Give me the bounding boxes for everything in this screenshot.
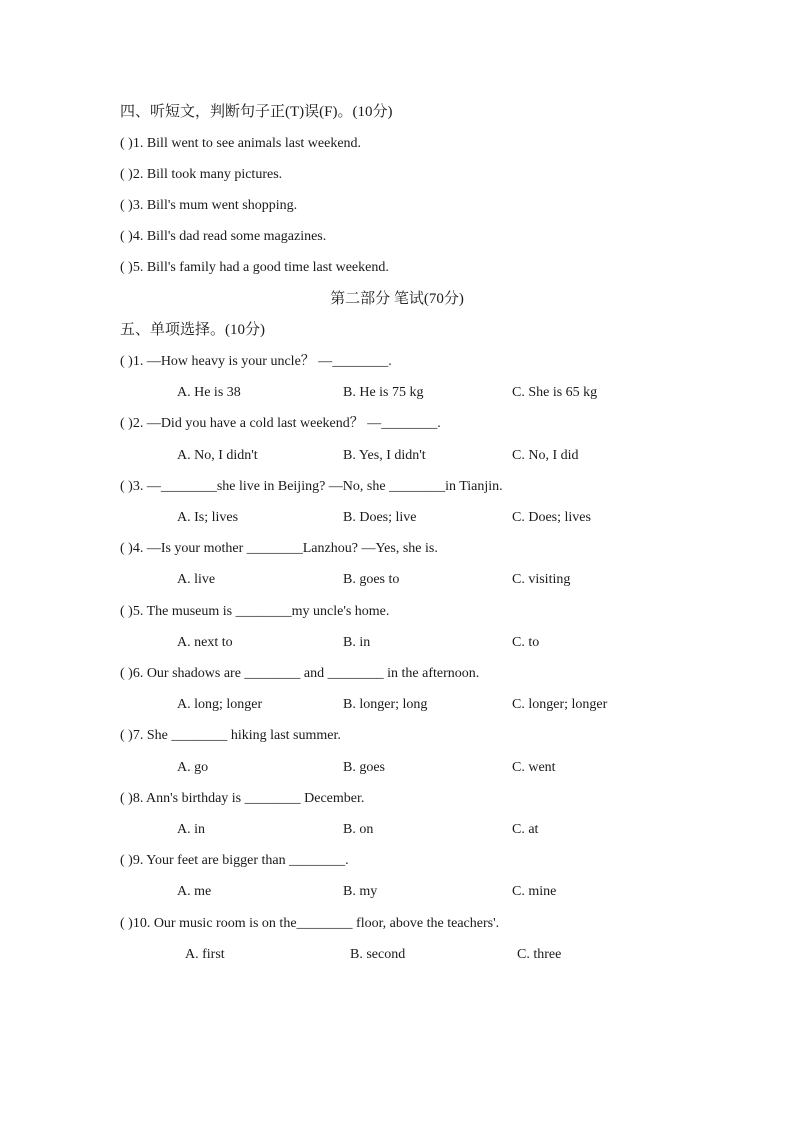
question-5: ( )5. The museum is ________my uncle's home. bbox=[120, 604, 390, 619]
question-2: ( )2. —Did you have a cold last weekend？ —________. bbox=[120, 416, 441, 431]
option-b: B. my bbox=[343, 884, 378, 899]
option-a: A. first bbox=[185, 947, 225, 962]
option-b: B. Yes, I didn't bbox=[343, 448, 426, 463]
option-a: A. in bbox=[177, 822, 205, 837]
option-c: C. No, I did bbox=[512, 448, 579, 463]
option-c: C. She is 65 kg bbox=[512, 385, 598, 400]
option-b: B. on bbox=[343, 822, 374, 837]
tf-item-1: ( )1. Bill went to see animals last weekend. bbox=[120, 136, 362, 151]
option-b: B. goes bbox=[343, 760, 385, 775]
question-10: ( )10. Our music room is on the________ floor, above the teachers'. bbox=[120, 916, 500, 931]
option-a: A. Is; lives bbox=[177, 510, 239, 525]
option-b: B. second bbox=[350, 947, 406, 962]
question-4: ( )4. —Is your mother ________Lanzhou? —Yes, she is. bbox=[120, 541, 438, 556]
tf-item-4: ( )4. Bill's dad read some magazines. bbox=[120, 229, 327, 244]
option-a: A. me bbox=[177, 884, 212, 899]
part-2-title: 第二部分 笔试(70分) bbox=[330, 291, 464, 307]
option-a: A. long; longer bbox=[177, 697, 263, 712]
option-a: A. No, I didn't bbox=[177, 448, 258, 463]
option-c: C. at bbox=[512, 822, 539, 837]
section-4-title: 四、听短文，判断句子正(T)误(F)。(10分) bbox=[120, 104, 393, 120]
option-a: A. go bbox=[177, 760, 209, 775]
option-a: A. live bbox=[177, 572, 216, 587]
option-c: C. visiting bbox=[512, 572, 571, 587]
option-c: C. three bbox=[517, 947, 562, 962]
option-c: C. mine bbox=[512, 884, 557, 899]
tf-item-2: ( )2. Bill took many pictures. bbox=[120, 167, 283, 182]
option-b: B. goes to bbox=[343, 572, 400, 587]
option-c: C. went bbox=[512, 760, 556, 775]
question-8: ( )8. Ann's birthday is ________ December. bbox=[120, 791, 365, 806]
section-5-title: 五、单项选择。(10分) bbox=[120, 322, 265, 338]
option-c: C. longer; longer bbox=[512, 697, 608, 712]
option-a: A. next to bbox=[177, 635, 233, 650]
question-7: ( )7. She ________ hiking last summer. bbox=[120, 728, 341, 743]
option-b: B. Does; live bbox=[343, 510, 417, 525]
option-b: B. He is 75 kg bbox=[343, 385, 424, 400]
question-3: ( )3. —________she live in Beijing? —No, she ________in Tianjin. bbox=[120, 479, 503, 494]
question-1: ( )1. —How heavy is your uncle？ —________. bbox=[120, 354, 392, 369]
tf-item-5: ( )5. Bill's family had a good time last weekend. bbox=[120, 260, 389, 275]
question-9: ( )9. Your feet are bigger than ________. bbox=[120, 853, 349, 868]
tf-item-3: ( )3. Bill's mum went shopping. bbox=[120, 198, 298, 213]
question-6: ( )6. Our shadows are ________ and ________ in the afternoon. bbox=[120, 666, 480, 681]
option-c: C. Does; lives bbox=[512, 510, 591, 525]
option-a: A. He is 38 bbox=[177, 385, 241, 400]
option-b: B. longer; long bbox=[343, 697, 428, 712]
option-b: B. in bbox=[343, 635, 371, 650]
option-c: C. to bbox=[512, 635, 540, 650]
